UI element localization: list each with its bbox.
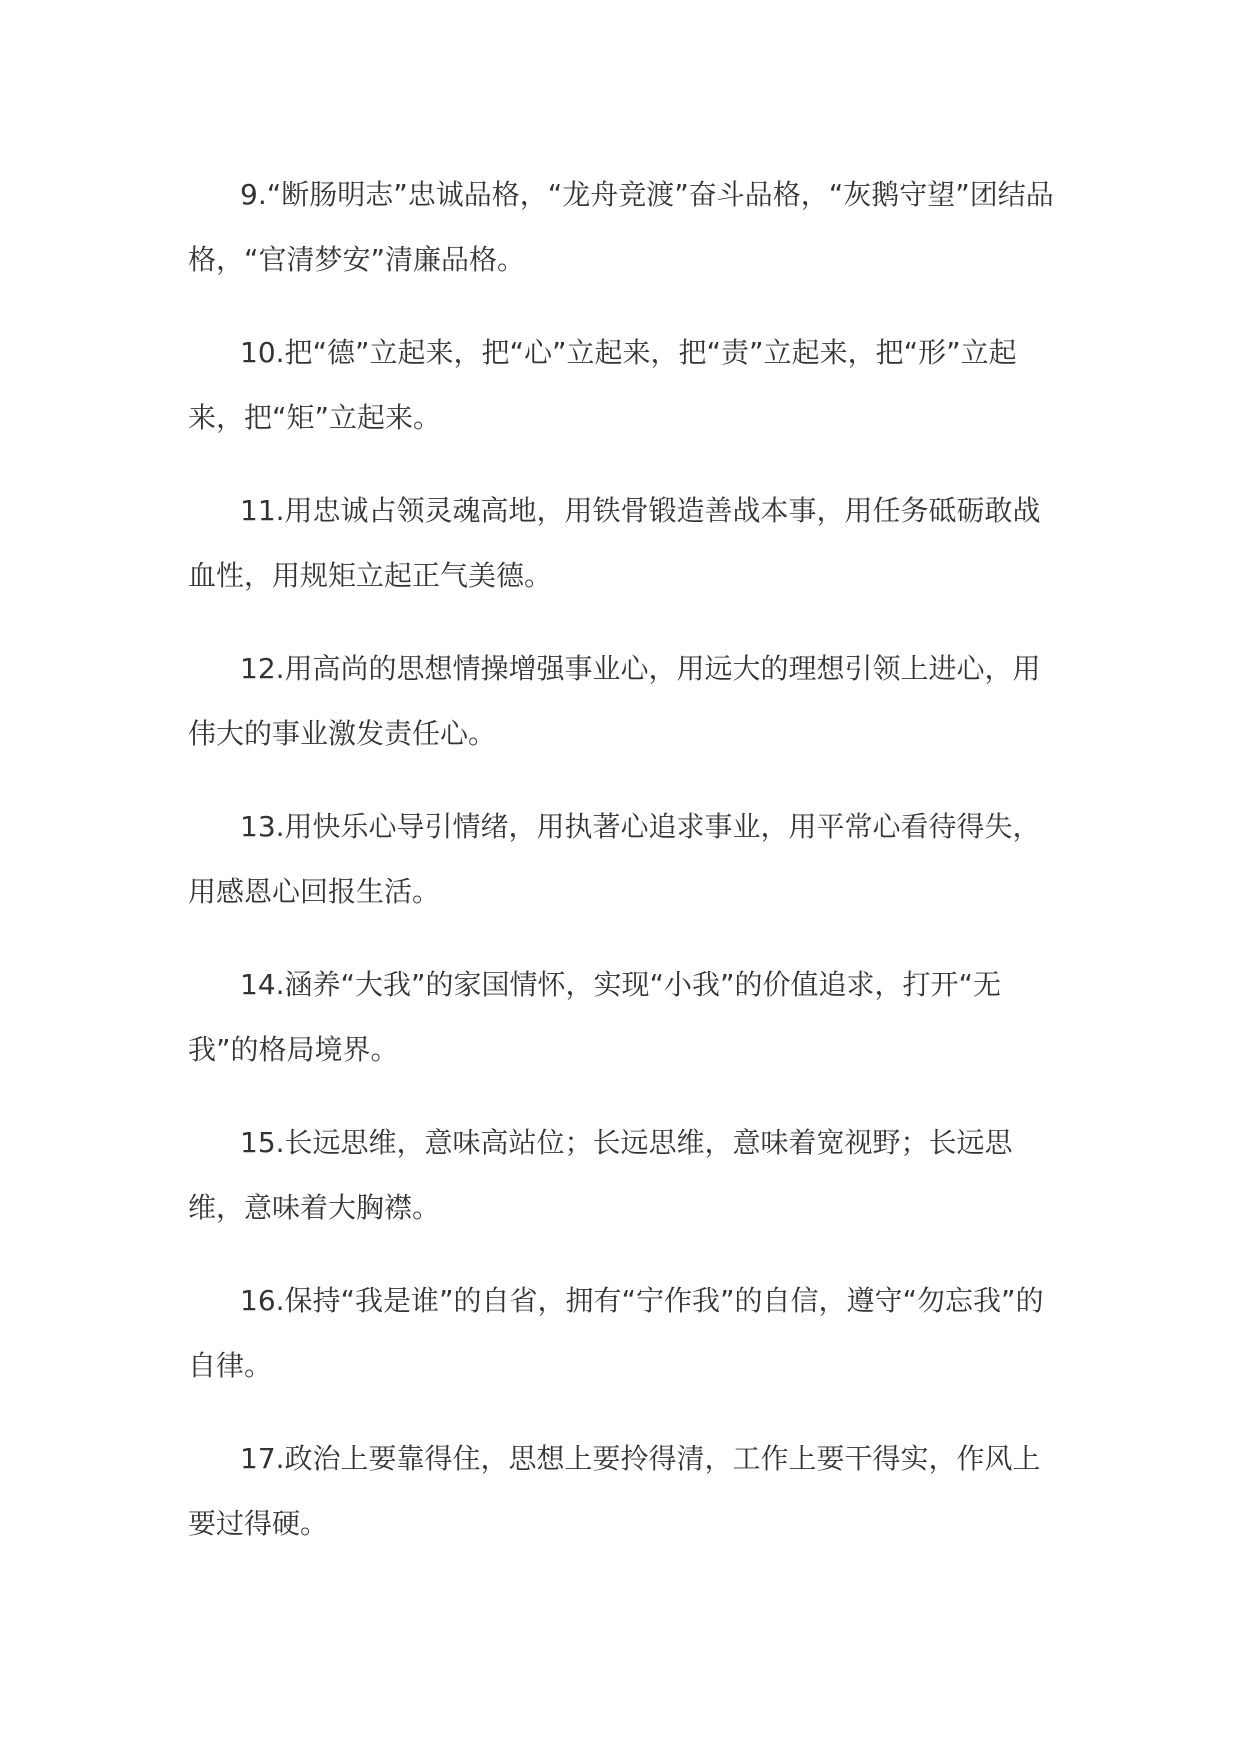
paragraph-14: 14.涵养“大我”的家国情怀，实现“小我”的价值追求，打开“无我”的格局境界。 xyxy=(188,968,1002,1066)
paragraph-12: 12.用高尚的思想情操增强事业心，用远大的理想引领上进心，用伟大的事业激发责任心。 xyxy=(188,652,1041,750)
paragraph-13: 13.用快乐心导引情绪，用执著心追求事业，用平常心看待得失，用感恩心回报生活。 xyxy=(188,810,1041,908)
paragraph-16: 16.保持“我是谁”的自省，拥有“宁作我”的自信，遵守“勿忘我”的自律。 xyxy=(188,1284,1044,1382)
paragraph-17: 17.政治上要靠得住，思想上要拎得清，工作上要干得实，作风上要过得硬。 xyxy=(188,1442,1041,1540)
paragraph-11: 11.用忠诚占领灵魂高地，用铁骨锻造善战本事，用任务砥砺敢战血性，用规矩立起正气美德。 xyxy=(188,494,1041,592)
paragraph-15: 15.长远思维，意味高站位；长远思维，意味着宽视野；长远思维，意味着大胸襟。 xyxy=(188,1126,1013,1224)
document-body xyxy=(188,162,1068,1584)
paragraph-9: 9.“断肠明志”忠诚品格，“龙舟竞渡”奋斗品格，“灰鹅守望”团结品格，“官清梦安”清廉品格。 xyxy=(188,178,1054,276)
paragraph-10: 10.把“德”立起来，把“心”立起来，把“责”立起来，把“形”立起来，把“矩”立起来。 xyxy=(188,336,1017,434)
